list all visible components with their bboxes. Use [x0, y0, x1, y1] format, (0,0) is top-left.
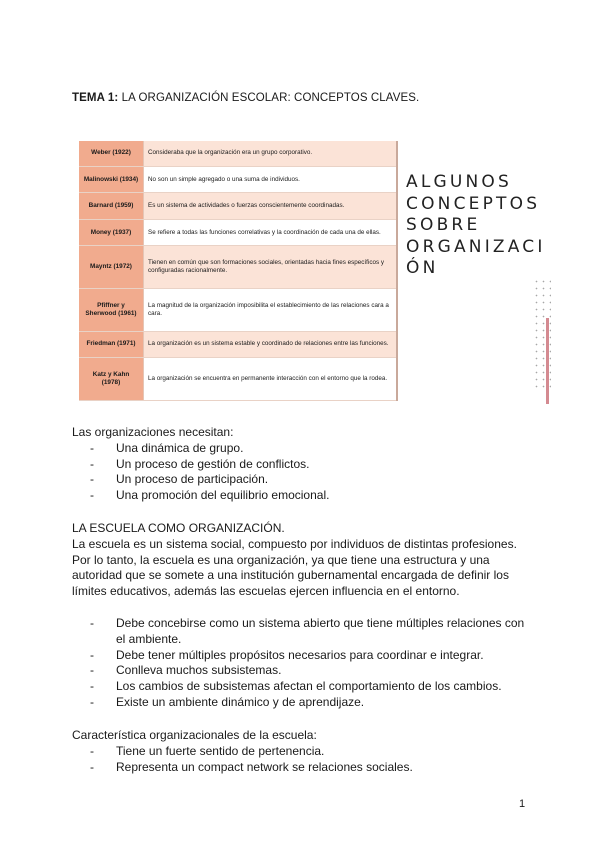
- needs-section: [72, 425, 532, 504]
- table-author: Money (1937): [79, 219, 144, 245]
- school-paragraph: La escuela es un sistema social, compuesto por individuos de distintas profesiones. Por lo tanto, la escuela es una organización, ya que tiene una estructura y una autoridad que se somete a una institución gubernamental encargada de definir los límites educativos, además las escuelas ejercen influencia en el entorno.: [72, 536, 517, 599]
- list-item: - Tiene un fuerte sentido de pertenencia.: [72, 744, 532, 760]
- list-item: - Representa un compact network se relaciones sociales.: [72, 760, 532, 776]
- table-row: [79, 141, 397, 166]
- list-item: - Existe un ambiente dinámico y de aprendijaze.: [72, 695, 532, 711]
- school-list: [72, 616, 532, 711]
- table-author: Pfiffner y Sherwood (1961): [79, 289, 144, 332]
- needs-list: [72, 441, 532, 504]
- table-row: [79, 246, 397, 289]
- list-item: - Un proceso de gestión de conflictos.: [72, 457, 532, 473]
- list-item: - Una promoción del equilibrio emocional.: [72, 488, 532, 504]
- list-item: - Una dinámica de grupo.: [72, 441, 532, 457]
- side-title-line: ALGUNOS: [406, 172, 513, 192]
- side-title-line: ORGANIZACI: [406, 236, 546, 257]
- table-author: Barnard (1959): [79, 193, 144, 219]
- table-description: No son un simple agregado o una suma de individuos.: [144, 166, 398, 192]
- table-description: La magnitud de la organización imposibilita el establecimiento de las relaciones cara a cara.: [144, 289, 398, 332]
- table-author: Malinowski (1934): [79, 166, 144, 192]
- decorative-accent-bar: [546, 318, 549, 404]
- table-row: [79, 331, 397, 357]
- table-description: Es un sistema de actividades o fuerzas conscientemente coordinadas.: [144, 193, 398, 219]
- table-row: [79, 358, 397, 401]
- characteristics-section: [72, 728, 532, 775]
- page-heading: [72, 92, 419, 104]
- table-author: Weber (1922): [79, 141, 144, 166]
- list-item: - Debe tener múltiples propósitos necesarios para coordinar e integrar.: [72, 648, 532, 664]
- table-row: [79, 219, 397, 245]
- table-row: [79, 193, 397, 219]
- list-item: - Conlleva muchos subsistemas.: [72, 663, 532, 679]
- heading-title: LA ORGANIZACIÓN ESCOLAR: CONCEPTOS CLAVES.: [118, 92, 420, 104]
- school-list-section: [72, 616, 532, 711]
- table-description: Consideraba que la organización era un grupo corporativo.: [144, 141, 398, 166]
- table-row: [79, 289, 397, 332]
- concepts-table: [79, 141, 397, 401]
- characteristics-list: [72, 744, 532, 776]
- characteristics-intro: Característica organizacionales de la escuela:: [72, 728, 317, 742]
- page-number: 1: [519, 798, 526, 810]
- table-row: [79, 166, 397, 192]
- needs-intro: Las organizaciones necesitan:: [72, 425, 234, 439]
- school-title: LA ESCUELA COMO ORGANIZACIÓN.: [72, 521, 285, 535]
- side-title-line: CONCEPTOS: [406, 193, 541, 214]
- table-author: Mayntz (1972): [79, 246, 144, 289]
- side-title: [406, 172, 546, 280]
- table-description: La organización es un sistema estable y coordinado de relaciones entre las funciones.: [144, 331, 398, 357]
- table-author: Friedman (1971): [79, 331, 144, 357]
- side-title-line: ÓN: [406, 258, 439, 278]
- school-section: [72, 521, 532, 600]
- table-description: Tienen en común que son formaciones sociales, orientadas hacia fines específicos y configuradas racionalmente.: [144, 246, 398, 289]
- table-description: La organización se encuentra en permanente interacción con el entorno que la rodea.: [144, 358, 398, 401]
- heading-label: TEMA 1:: [72, 92, 119, 104]
- list-item: - Un proceso de participación.: [72, 472, 532, 488]
- list-item: - Debe concebirse como un sistema abierto que tiene múltiples relaciones con el ambiente.: [72, 616, 532, 648]
- side-title-line: SOBRE: [406, 215, 481, 235]
- list-item: - Los cambios de subsistemas afectan el comportamiento de los cambios.: [72, 679, 532, 695]
- table-edge-divider: [396, 141, 398, 401]
- table-description: Se refiere a todas las funciones correlativas y la coordinación de cada una de ellas.: [144, 219, 398, 245]
- table-author: Katz y Kahn (1978): [79, 358, 144, 401]
